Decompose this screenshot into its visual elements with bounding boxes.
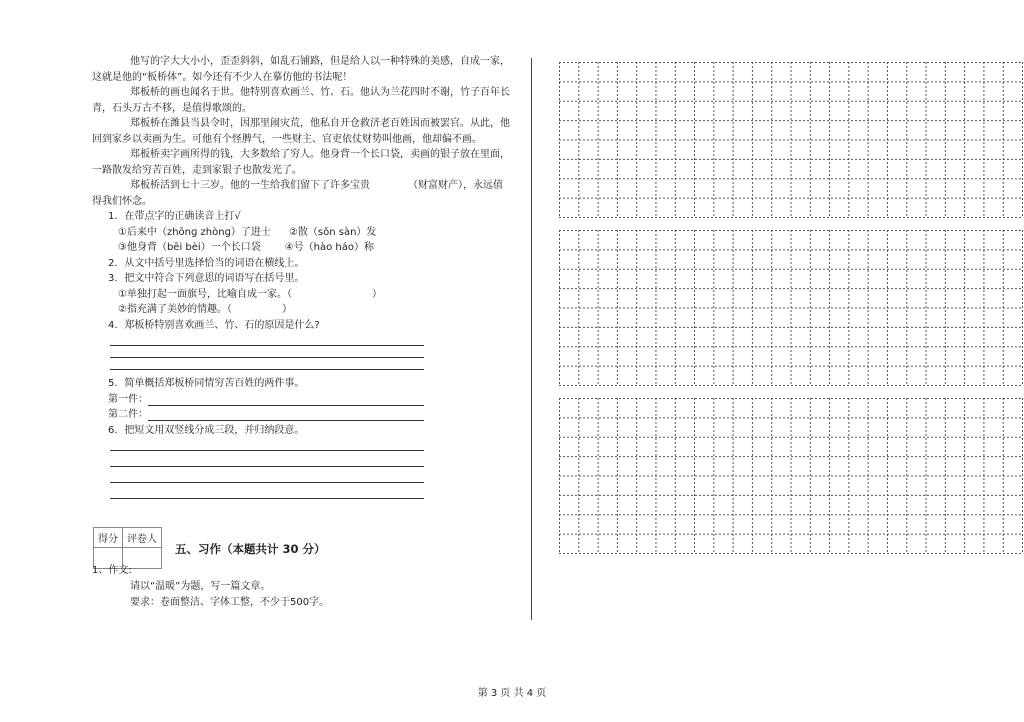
option-a[interactable]: ①后来中（zhōnɡ zhònɡ）了进士 (118, 226, 271, 238)
paragraph-cont: 这就是他的“板桥体”。如今还有不少人在摹仿他的书法呢！ (92, 71, 353, 83)
question-3b (92, 302, 532, 318)
question-5a (92, 392, 532, 408)
option-c[interactable]: ③他身背（bēi bèi）一个长口袋 (118, 242, 261, 253)
question-1-options (92, 225, 532, 241)
paragraph-text: 郑板桥活到七十三岁。他的一生给我们留下了许多宝贵 (130, 180, 370, 191)
writing-item: 1、作文: (92, 565, 132, 576)
question-5b (92, 407, 532, 423)
paragraph-cont: 青，石头万古不移，是值得歌颂的。 (92, 102, 252, 114)
question-label: 第二件： (108, 409, 148, 420)
writing-prompt: 请以“温暖”为题，写一篇文章。 (130, 581, 271, 592)
question-1-options (92, 240, 532, 256)
answer-line[interactable] (148, 420, 424, 421)
question-6: 6．把短文用双竖线分成三段，并归纳段意。 (108, 424, 305, 436)
writing-grid-3[interactable] (559, 398, 1023, 554)
writing-task (92, 563, 329, 611)
question-3: 3．把文中符合下列意思的词语写在括号里。 (108, 273, 305, 284)
reading-passage (92, 54, 532, 499)
writing-grid-1[interactable] (559, 62, 1023, 218)
paragraph-cont: 回到家乡以卖画为生。可他有个怪脾气，一些财主、官吏依仗财势叫他画，他却偏不画。 (92, 133, 482, 145)
writing-requirement: 要求：卷面整洁、字体工整，不少于500字。 (130, 597, 330, 608)
answer-line[interactable] (110, 498, 424, 499)
question-5: 5．简单概括郑板桥同情穷苦百姓的两件事。 (108, 378, 305, 389)
answer-line[interactable] (148, 405, 424, 406)
paragraph-cont: 一路散发给穷苦百姓，走到家银子也散发光了。 (92, 164, 302, 176)
page-footer: 第 3 页 共 4 页 (477, 688, 547, 699)
question-text: ） (281, 304, 292, 315)
paragraph: 郑板桥卖字画所得的钱，大多数给了穷人。他身背一个长口袋，卖画的银子放在里面， (130, 149, 510, 160)
question-4: 4．郑板桥特别喜欢画兰、竹、石的原因是什么? (108, 319, 320, 331)
paragraph-cont: 得我们怀念。 (92, 195, 152, 207)
paragraph (92, 178, 532, 194)
question-2: 2．从文中括号里选择恰当的词语在横线上。 (108, 257, 305, 269)
question-3a (92, 287, 532, 303)
grader-label: 评卷人 (123, 528, 162, 548)
option-b[interactable]: ②散（sǒn sàn）发 (288, 226, 377, 238)
paragraph: 郑板桥的画也闻名于世。他特别喜欢画兰、竹、石。他认为兰花四时不谢，竹子百年长 (130, 87, 510, 98)
column-divider (531, 58, 532, 620)
question-1: 1．在带点字的正确读音上打√ (108, 211, 241, 222)
score-label: 得分 (94, 528, 123, 548)
writing-grid-2[interactable] (559, 230, 1023, 386)
section-title: 五、习作（本题共计 30 分） (175, 542, 326, 556)
question-text: ①单独打起一面旗号，比喻自成一家。（ (118, 288, 292, 300)
option-d[interactable]: ④号（hào háo）称 (284, 242, 375, 253)
paragraph-text: （财富财产），永远值 (408, 180, 503, 191)
paragraph: 他写的字大大小小，歪歪斜斜，如乱石铺路，但是给人以一种特殊的美感，自成一家， (130, 56, 510, 67)
paragraph: 郑板桥在潍县当县令时，因那里闹灾荒，他私自开仓救济老百姓因而被罢官。从此，他 (130, 118, 510, 129)
question-label: 第一件： (108, 393, 148, 405)
question-text: ） (371, 288, 382, 300)
question-text: ②指充满了美妙的情趣。（ (118, 304, 232, 315)
